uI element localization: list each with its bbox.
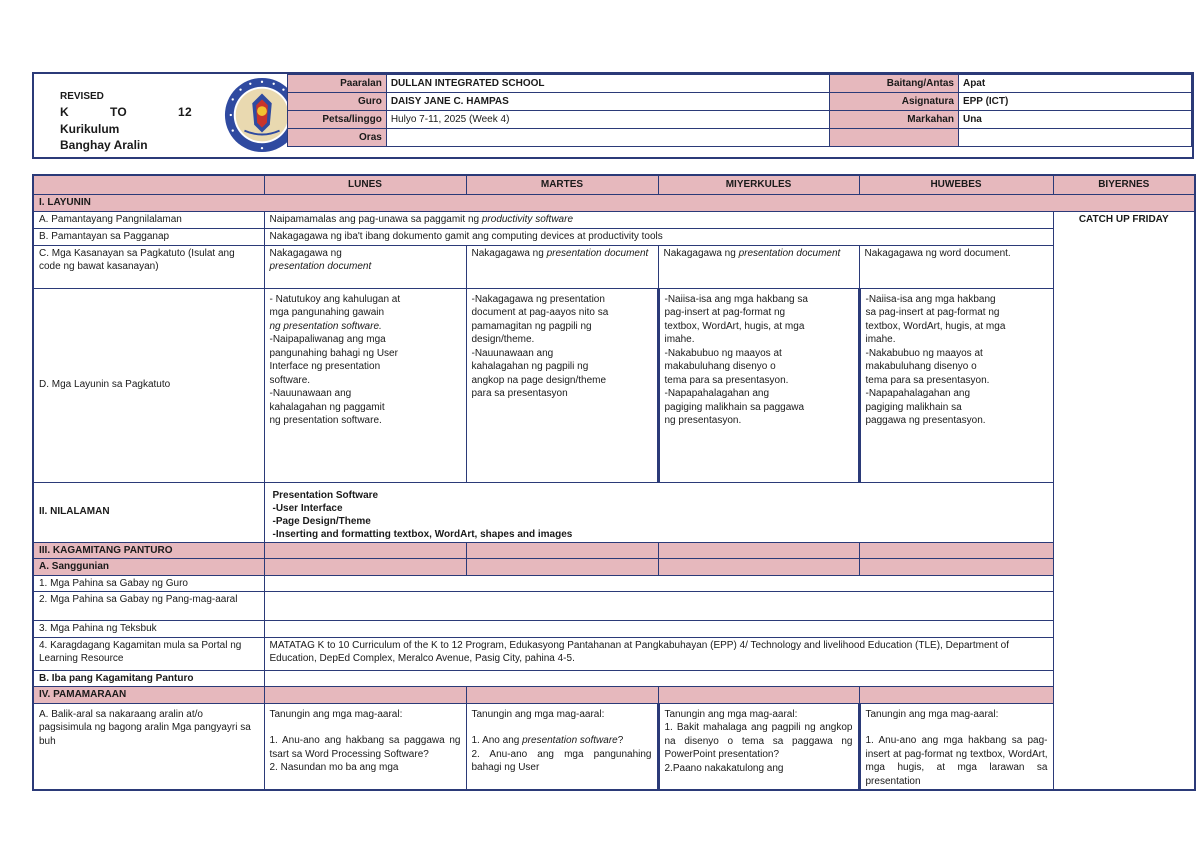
layunin-huwebes-line: paggawa ng presentasyon. <box>865 415 986 426</box>
day-martes: MARTES <box>466 175 658 194</box>
kagamitan-lunes-cell <box>264 542 466 559</box>
layunin-huwebes-line: sa pag-insert at pag-format ng <box>865 307 1000 318</box>
pamantayang-pangnilalaman-label: A. Pamantayang Pangnilalaman <box>33 211 264 228</box>
layunin-martes-line: pamamagitan ng pagpili ng <box>471 320 592 332</box>
layunin-miyerkules-line: tema para sa presentasyon. <box>664 374 789 386</box>
balik-aral-huwebes-intro: Tanungin ang mga mag-aaral: <box>865 708 999 720</box>
layunin-lunes-line: software. <box>269 374 311 386</box>
sanggunian-martes-cell <box>466 559 658 576</box>
markahan-value: Una <box>958 111 1191 129</box>
layunin-miyerkules-line: imahe. <box>664 334 695 345</box>
layunin-martes-line: angkop na page design/theme <box>471 374 607 386</box>
layunin-huwebes-line: -Nakabubuo ng maayos at <box>865 347 983 359</box>
row-sanggunian <box>33 559 1195 576</box>
layunin-martes-line: -Nauunawaan ang <box>471 347 554 359</box>
pamantayan-sa-pagganap-value: Nakagagawa ng iba't ibang dokumento gamit ang computing devices at productivity tools <box>264 228 1053 245</box>
lesson-plan-table <box>32 174 1196 791</box>
gabay-guro-label: 1. Mga Pahina sa Gabay ng Guro <box>33 575 264 592</box>
k-text: K <box>60 105 69 119</box>
pamamaraan-huwebes-cell <box>859 687 1053 704</box>
kurikulum-label: Kurikulum <box>60 122 120 136</box>
learning-resource-value: MATATAG K to 10 Curriculum of the K to 12 Program, Edukasyong Pantahanan at Pangkabuhayan (EPP) 4/ Technology and livelihood Education (TLE), Department of Education, DepEd Complex, Meralco Avenue, Pasig City, pahina 4-5. <box>264 637 1053 670</box>
pangnilalaman-text: Naipamamalas ang pag-unawa sa paggamit ng <box>269 213 482 225</box>
layunin-miyerkules-line: ng presentasyon. <box>664 415 742 426</box>
guro-label: Guro <box>288 93 387 111</box>
pamamaraan-martes-cell <box>466 687 658 704</box>
pamamaraan-lunes-cell <box>264 687 466 704</box>
kagamitan-title: III. KAGAMITANG PANTURO <box>33 542 264 559</box>
balik-aral-huwebes <box>859 703 1053 790</box>
row-kasanayan <box>33 245 1195 288</box>
balik-aral-lunes <box>264 703 466 790</box>
balik-aral-huwebes-q1: 1. Anu-ano ang mga hakbang sa pag-insert at pag-format ng textbox, WordArt, mga hugis, at mga larawan sa presentation <box>865 735 1048 787</box>
row-balik-aral <box>33 703 1195 790</box>
balik-aral-miyerkules <box>658 703 859 790</box>
balik-aral-label: A. Balik-aral sa nakaraang aralin at/o pagsisimula ng bagong aralin Mga pangyayri sa buh <box>33 703 264 790</box>
nilalaman-label: II. NILALAMAN <box>33 482 264 542</box>
petsa-label: Petsa/linggo <box>288 111 387 129</box>
layunin-lunes-line: pangunahing bahagi ng User <box>269 347 398 359</box>
nilalaman-line: Presentation Software <box>272 489 379 501</box>
balik-aral-martes-q2: 2. Anu-ano ang mga pangunahing bahagi ng User <box>471 748 652 773</box>
kasanayan-lunes <box>264 245 466 288</box>
balik-aral-miyerkules-q2: 2.Paano nakakatulong ang <box>664 762 784 774</box>
layunin-huwebes-line: pagiging malikhain sa <box>865 401 962 413</box>
revised-label: REVISED <box>60 91 104 102</box>
layunin-section-row <box>33 194 1195 211</box>
layunin-lunes-line: ng presentation software. <box>269 415 382 426</box>
balik-aral-martes-intro: Tanungin ang mga mag-aaral: <box>471 708 605 720</box>
petsa-value: Hulyo 7-11, 2025 (Week 4) <box>386 111 829 129</box>
layunin-miyerkules <box>658 288 859 482</box>
kasanayan-martes-em: presentation document <box>546 247 649 259</box>
teksbuk-value <box>264 621 1053 638</box>
row-learning-resource <box>33 637 1195 670</box>
guro-value: DAISY JANE C. HAMPAS <box>386 93 829 111</box>
pamantayan-sa-pagganap-label: B. Pamantayan sa Pagganap <box>33 228 264 245</box>
catch-up-friday-text: CATCH UP FRIDAY <box>1078 213 1169 225</box>
iba-pang-kagamitan-value <box>264 670 1053 687</box>
kasanayan-martes <box>466 245 658 288</box>
oras-label: Oras <box>288 129 387 147</box>
layunin-martes <box>466 288 658 482</box>
layunin-miyerkules-line: -Nakabubuo ng maayos at <box>664 347 782 359</box>
kasanayan-miyerkules <box>658 245 859 288</box>
row-gabay-mag-aaral <box>33 592 1195 621</box>
martes-q1-mark: ? <box>617 735 624 746</box>
row-kagamitan-title <box>33 542 1195 559</box>
baitang-value: Apat <box>958 75 1191 93</box>
layunin-lunes <box>264 288 466 482</box>
learning-resource-label: 4. Karagdagang Kagamitan mula sa Portal ng Learning Resource <box>33 637 264 670</box>
kasanayan-lunes-text: Nakagagawa ng <box>269 247 342 259</box>
martes-q1-text: 1. Ano ang <box>471 735 523 746</box>
gabay-mag-aaral-value <box>264 592 1053 621</box>
layunin-huwebes-line: imahe. <box>865 334 896 345</box>
pamamaraan-miyerkules-cell <box>658 687 859 704</box>
layunin-miyerkules-line: textbox, WordArt, hugis, at mga <box>664 320 805 332</box>
row-gabay-guro <box>33 575 1195 592</box>
kasanayan-miyerkules-text: Nakagagawa ng <box>663 247 739 259</box>
kasanayan-martes-text: Nakagagawa ng <box>471 247 547 259</box>
twelve-text: 12 <box>178 105 192 119</box>
teksbuk-label: 3. Mga Pahina ng Teksbuk <box>33 621 264 638</box>
layunin-miyerkules-line: -Naiisa-isa ang mga hakbang sa <box>664 293 808 305</box>
header-title-block <box>34 74 284 157</box>
layunin-miyerkules-line: makabuluhang disenyo o <box>664 361 776 372</box>
nilalaman-line: -User Interface <box>272 502 343 514</box>
banghay-aralin-label: Banghay Aralin <box>60 138 148 152</box>
martes-q1-em: presentation software <box>522 735 618 746</box>
day-biyernes: BIYERNES <box>1053 175 1195 194</box>
kasanayan-lunes-em: presentation document <box>269 261 372 272</box>
markahan-label: Markahan <box>830 111 959 129</box>
balik-aral-lunes-q1: 1. Anu-ano ang hakbang sa paggawa ng tsart sa Word Processing Software? <box>269 735 461 760</box>
layunin-huwebes-line: -Napapahalagahan ang <box>865 388 971 399</box>
layunin-huwebes-line: -Naiisa-isa ang mga hakbang <box>865 293 996 305</box>
layunin-martes-line: document at pag-aayos nito sa <box>471 307 609 318</box>
sanggunian-lunes-cell <box>264 559 466 576</box>
asignatura-label: Asignatura <box>830 93 959 111</box>
layunin-huwebes-line: makabuluhang disenyo o <box>865 361 977 372</box>
layunin-huwebes-line: tema para sa presentasyon. <box>865 374 990 386</box>
oras-value <box>386 129 829 147</box>
day-huwebes: HUWEBES <box>859 175 1053 194</box>
pamamaraan-title: IV. PAMAMARAAN <box>33 687 264 704</box>
balik-aral-lunes-intro: Tanungin ang mga mag-aaral: <box>269 708 403 720</box>
nilalaman-content <box>264 482 1053 542</box>
balik-aral-martes <box>466 703 658 790</box>
layunin-lunes-line: -Naipapaliwanag ang mga <box>269 334 386 345</box>
row-iba-pang-kagamitan <box>33 670 1195 687</box>
row-nilalaman <box>33 482 1195 542</box>
layunin-lunes-line: mga pangunahing gawain <box>269 307 385 318</box>
row-pamantayan-sa-pagganap <box>33 228 1195 245</box>
layunin-lunes-line: - Natutukoy ang kahulugan at <box>269 293 401 305</box>
balik-aral-miyerkules-q1: 1. Bakit mahalaga ang pagpili ng angkop na disenyo o tema sa paggawa ng PowerPoint presentation? <box>664 722 853 760</box>
kasanayan-miyerkules-em: presentation document <box>738 247 841 259</box>
kagamitan-martes-cell <box>466 542 658 559</box>
balik-aral-martes-q1 <box>472 734 652 748</box>
layunin-sa-pagkatuto-label: D. Mga Layunin sa Pagkatuto <box>33 288 264 482</box>
row-layunin-sa-pagkatuto <box>33 288 1195 482</box>
day-lunes: LUNES <box>264 175 466 194</box>
productivity-software-text: productivity software <box>481 213 574 225</box>
paaralan-value: DULLAN INTEGRATED SCHOOL <box>386 75 829 93</box>
layunin-lunes-line: Interface ng presentation <box>269 361 381 372</box>
nilalaman-line: -Inserting and formatting textbox, WordArt, shapes and images <box>272 528 573 540</box>
day-miyerkules: MIYERKULES <box>658 175 859 194</box>
row-pamantayang-pangnilalaman <box>33 211 1195 228</box>
gabay-guro-value <box>264 575 1053 592</box>
layunin-huwebes-line: textbox, WordArt, hugis, at mga <box>865 320 1006 332</box>
baitang-label: Baitang/Antas <box>830 75 959 93</box>
to-text: TO <box>110 105 128 119</box>
kagamitan-miyerkules-cell <box>658 542 859 559</box>
blank-label-cell <box>830 129 959 147</box>
kagamitan-huwebes-cell <box>859 542 1053 559</box>
kasanayan-huwebes: Nakagagawa ng word document. <box>859 245 1053 288</box>
sanggunian-miyerkules-cell <box>658 559 859 576</box>
layunin-martes-line: design/theme. <box>471 334 535 345</box>
layunin-miyerkules-line: -Napapahalagahan ang <box>664 388 770 399</box>
layunin-section-title: I. LAYUNIN <box>33 194 1195 211</box>
layunin-miyerkules-line: pag-insert at pag-format ng <box>664 307 786 318</box>
days-header-row <box>33 175 1195 194</box>
pamantayang-pangnilalaman-value <box>264 211 1053 228</box>
header-info-grid <box>287 74 1192 147</box>
nilalaman-line: -Page Design/Theme <box>272 515 371 527</box>
days-corner-cell <box>33 175 264 194</box>
paaralan-label: Paaralan <box>288 75 387 93</box>
layunin-martes-line: -Nakagagawa ng presentation <box>471 293 605 305</box>
lesson-plan-header <box>32 72 1194 159</box>
layunin-martes-line: kahalagahan ng pagpili ng <box>471 361 589 372</box>
iba-pang-kagamitan-label: B. Iba pang Kagamitang Panturo <box>33 670 264 687</box>
layunin-lunes-line: -Nauunawaan ang <box>269 388 352 399</box>
gabay-mag-aaral-label: 2. Mga Pahina sa Gabay ng Pang-mag-aaral <box>33 592 264 621</box>
layunin-lunes-line: ng presentation software. <box>269 320 382 332</box>
sanggunian-huwebes-cell <box>859 559 1053 576</box>
catch-up-friday-cell <box>1053 211 1195 790</box>
layunin-martes-line: para sa presentasyon <box>471 388 568 399</box>
row-teksbuk <box>33 621 1195 638</box>
layunin-miyerkules-line: pagiging malikhain sa paggawa <box>664 401 805 413</box>
row-pamamaraan-title <box>33 687 1195 704</box>
balik-aral-lunes-q2: 2. Nasundan mo ba ang mga <box>269 762 399 773</box>
asignatura-value: EPP (ICT) <box>958 93 1191 111</box>
blank-value-cell <box>958 129 1191 147</box>
sanggunian-title: A. Sanggunian <box>33 559 264 576</box>
layunin-huwebes <box>859 288 1053 482</box>
layunin-lunes-line: kahalagahan ng paggamit <box>269 401 385 413</box>
balik-aral-miyerkules-intro: Tanungin ang mga mag-aaral: <box>664 708 798 720</box>
kasanayan-label: C. Mga Kasanayan sa Pagkatuto (Isulat ang code ng bawat kasanayan) <box>33 245 264 288</box>
